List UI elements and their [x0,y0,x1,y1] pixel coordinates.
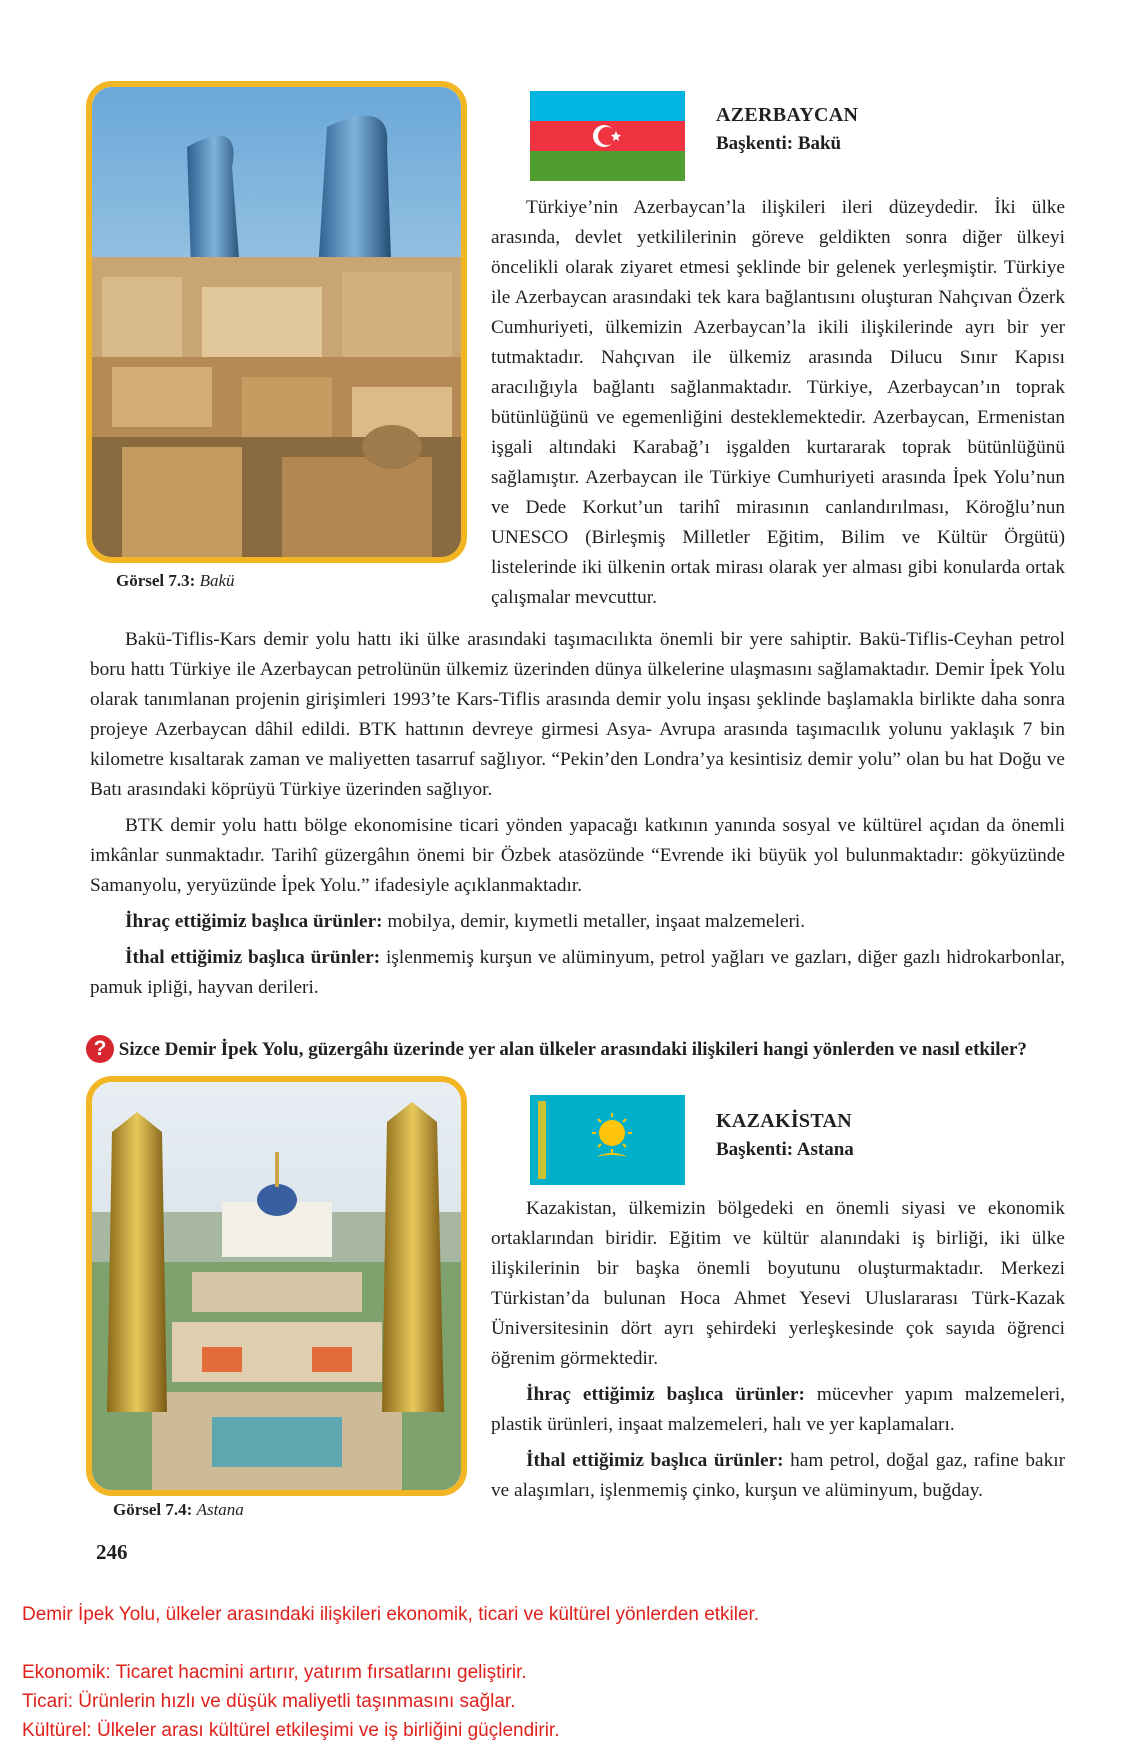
azerbaijan-title: AZERBAYCAN [716,104,859,126]
answer-intro: Demir İpek Yolu, ülkeler arasındaki ilişkileri ekonomik, ticari ve kültürel yönlerden etkiler. [22,1604,760,1625]
azerbaijan-exports-text: mobilya, demir, kıymetli metaller, inşaat malzemeleri. [387,911,806,932]
kazakhstan-imports-label: İthal ettiğimiz başlıca ürünler: [526,1450,784,1471]
azerbaijan-exports [90,907,1065,937]
kazakhstan-exports-text: mücevher yapım malzemeleri, plastik ürünleri, inşaat malzemeleri, halı ve yer kaplamaları. [491,1384,1066,1435]
kazakhstan-title: KAZAKİSTAN [716,1110,852,1132]
discussion-question [86,1035,1086,1064]
azerbaijan-paragraph-2: Bakü-Tiflis-Kars demir yolu hattı iki ülke arasındaki taşımacılıkta önemli bir yere sahiptir. Bakü-Tiflis-Ceyhan petrol boru hattı Türkiye ile Azerbaycan petrolünün ülkemiz üzerinden dünya ülkelerine ulaşmasını sağlamaktadır. Demir İpek Yolu olarak tanımlanan projenin girişimleri 1993’te Kars-Tiflis arasında demir yolu inşası şeklinde başlamakla birlikte daha sonra projeye Azerbaycan dâhil edildi. BTK hattının devreye girmesi Asya- Avrupa arasında taşımacılık yolunu yaklaşık 7 bin kilometre kısaltarak zaman ve maliyetten tasarruf sağlıyor. “Pekin’den Londra’ya kesintisiz demir yolu” olan bu hat Doğu ve Batı arasındaki köprüyü Türkiye üzerinden sağlıyor. [90,629,1065,800]
answer-note [22,1600,1122,1745]
kazakhstan-imports [491,1446,1065,1506]
azerbaijan-flag [530,91,685,181]
azerbaijan-body [90,625,1065,1003]
azerbaijan-imports-label: İthal ettiğimiz başlıca ürünler: [125,947,381,968]
azerbaijan-exports-label: İhraç ettiğimiz başlıca ürünler: [125,911,383,932]
azerbaijan-imports [90,943,1065,1003]
kazakhstan-body [491,1194,1065,1506]
baku-photo [86,81,467,563]
azerbaijan-paragraph-1: Türkiye’nin Azerbaycan’la ilişkileri ileri düzeydedir. İki ülke arasında, devlet yetkililerinin göreve geldikten sonra diğer ülkeyi öncelikli olarak ziyaret etmesi şeklinde bir gelenek yerleşmiştir. Türkiye ile Azerbaycan arasındaki tek kara bağlantısını oluşturan Nahçıvan Özerk Cumhuriyeti, ülkemizin Azerbaycan’la ikili ilişkilerinde ayrı bir yer tutmaktadır. Nahçıvan ile ülkemiz arasında Dilucu Sınır Kapısı aracılığıyla bağlantı sağlanmaktadır. Türkiye, Azerbaycan’ın toprak bütünlüğünü ve egemenliğini desteklemektedir. Azerbaycan, Ermenistan işgali altındaki Karabağ’ı işgalden kurtararak toprak bütünlüğünü sağlamıştır. Azerbaycan ile Türkiye Cumhuriyeti arasında İpek Yolu’nun ve Dede Korkut’un tarihî mirasının canlandırılması, Köroğlu’nun UNESCO (Birleşmiş Milletler Eğitim, Bilim ve Kültür Örgütü) listelerinde iki ülkenin ortak mirası olarak yer alması gibi konularda ortak çalışmalar mevcuttur. [491,197,1065,608]
astana-skyline-illustration [92,1082,461,1490]
azerbaijan-heading [716,104,858,155]
question-icon: ? [86,1035,114,1063]
page-number: 246 [96,1540,128,1564]
answer-line-cultural: Kültürel: Ülkeler arası kültürel etkileşimi ve iş birliğini güçlendirir. [22,1720,560,1741]
kazakhstan-exports-label: İhraç ettiğimiz başlıca ürünler: [526,1384,805,1405]
question-text: Sizce Demir İpek Yolu, güzergâhı üzerinde yer alan ülkeler arasındaki ilişkileri hangi yönlerden ve nasıl etkiler? [118,1039,1027,1060]
azerbaijan-intro [491,193,1065,613]
baku-skyline-illustration [92,87,461,557]
baku-photo-caption: Görsel 7.3: Bakü [116,571,235,590]
answer-line-economic: Ekonomik: Ticaret hacmini artırır, yatırım fırsatlarını geliştirir. [22,1662,527,1683]
azerbaijan-imports-text: işlenmemiş kurşun ve alüminyum, petrol yağları ve gazları, diğer gazlı hidrokarbonlar, pamuk ipliği, hayvan derileri. [90,947,1065,998]
kazakhstan-flag [530,1095,685,1185]
kazakhstan-exports [491,1380,1065,1440]
azerbaijan-paragraph-3: BTK demir yolu hattı bölge ekonomisine ticari yönden yapacağı katkının yanında sosyal ve kültürel açıdan da önemli imkânlar sunmaktadır. Tarihî güzergâhın önemi bir Özbek atasözünde “Evrende iki büyük yol bulunmaktadır: gökyüzünde Samanyolu, yeryüzünde İpek Yolu.” ifadesiyle açıklanmaktadır. [90,815,1065,896]
astana-photo [86,1076,467,1496]
kazakhstan-heading [716,1110,854,1161]
astana-photo-caption: Görsel 7.4: Astana [113,1500,244,1519]
answer-line-commercial: Ticari: Ürünlerin hızlı ve düşük maliyetli taşınmasını sağlar. [22,1691,516,1712]
kazakhstan-imports-text: ham petrol, doğal gaz, rafine bakır ve alaşımları, işlenmemiş çinko, kurşun ve alüminyum, buğday. [491,1450,1066,1501]
kazakhstan-capital: Başkenti: Astana [716,1139,854,1160]
azerbaijan-capital: Başkenti: Bakü [716,133,842,154]
kazakhstan-paragraph-1: Kazakistan, ülkemizin bölgedeki en önemli siyasi ve ekonomik ortaklarından biridir. Eğitim ve kültür alanındaki iş birliği, iki ülke ilişkilerinin bir başka önemli boyutunu oluşturmaktadır. Merkezi Türkistan’da bulunan Hoca Ahmet Yesevi Uluslararası Türk-Kazak Üniversitesinin dört ayrı şehirdeki yerleşkesinde çok sayıda öğrenci öğrenim görmektedir. [491,1198,1065,1369]
